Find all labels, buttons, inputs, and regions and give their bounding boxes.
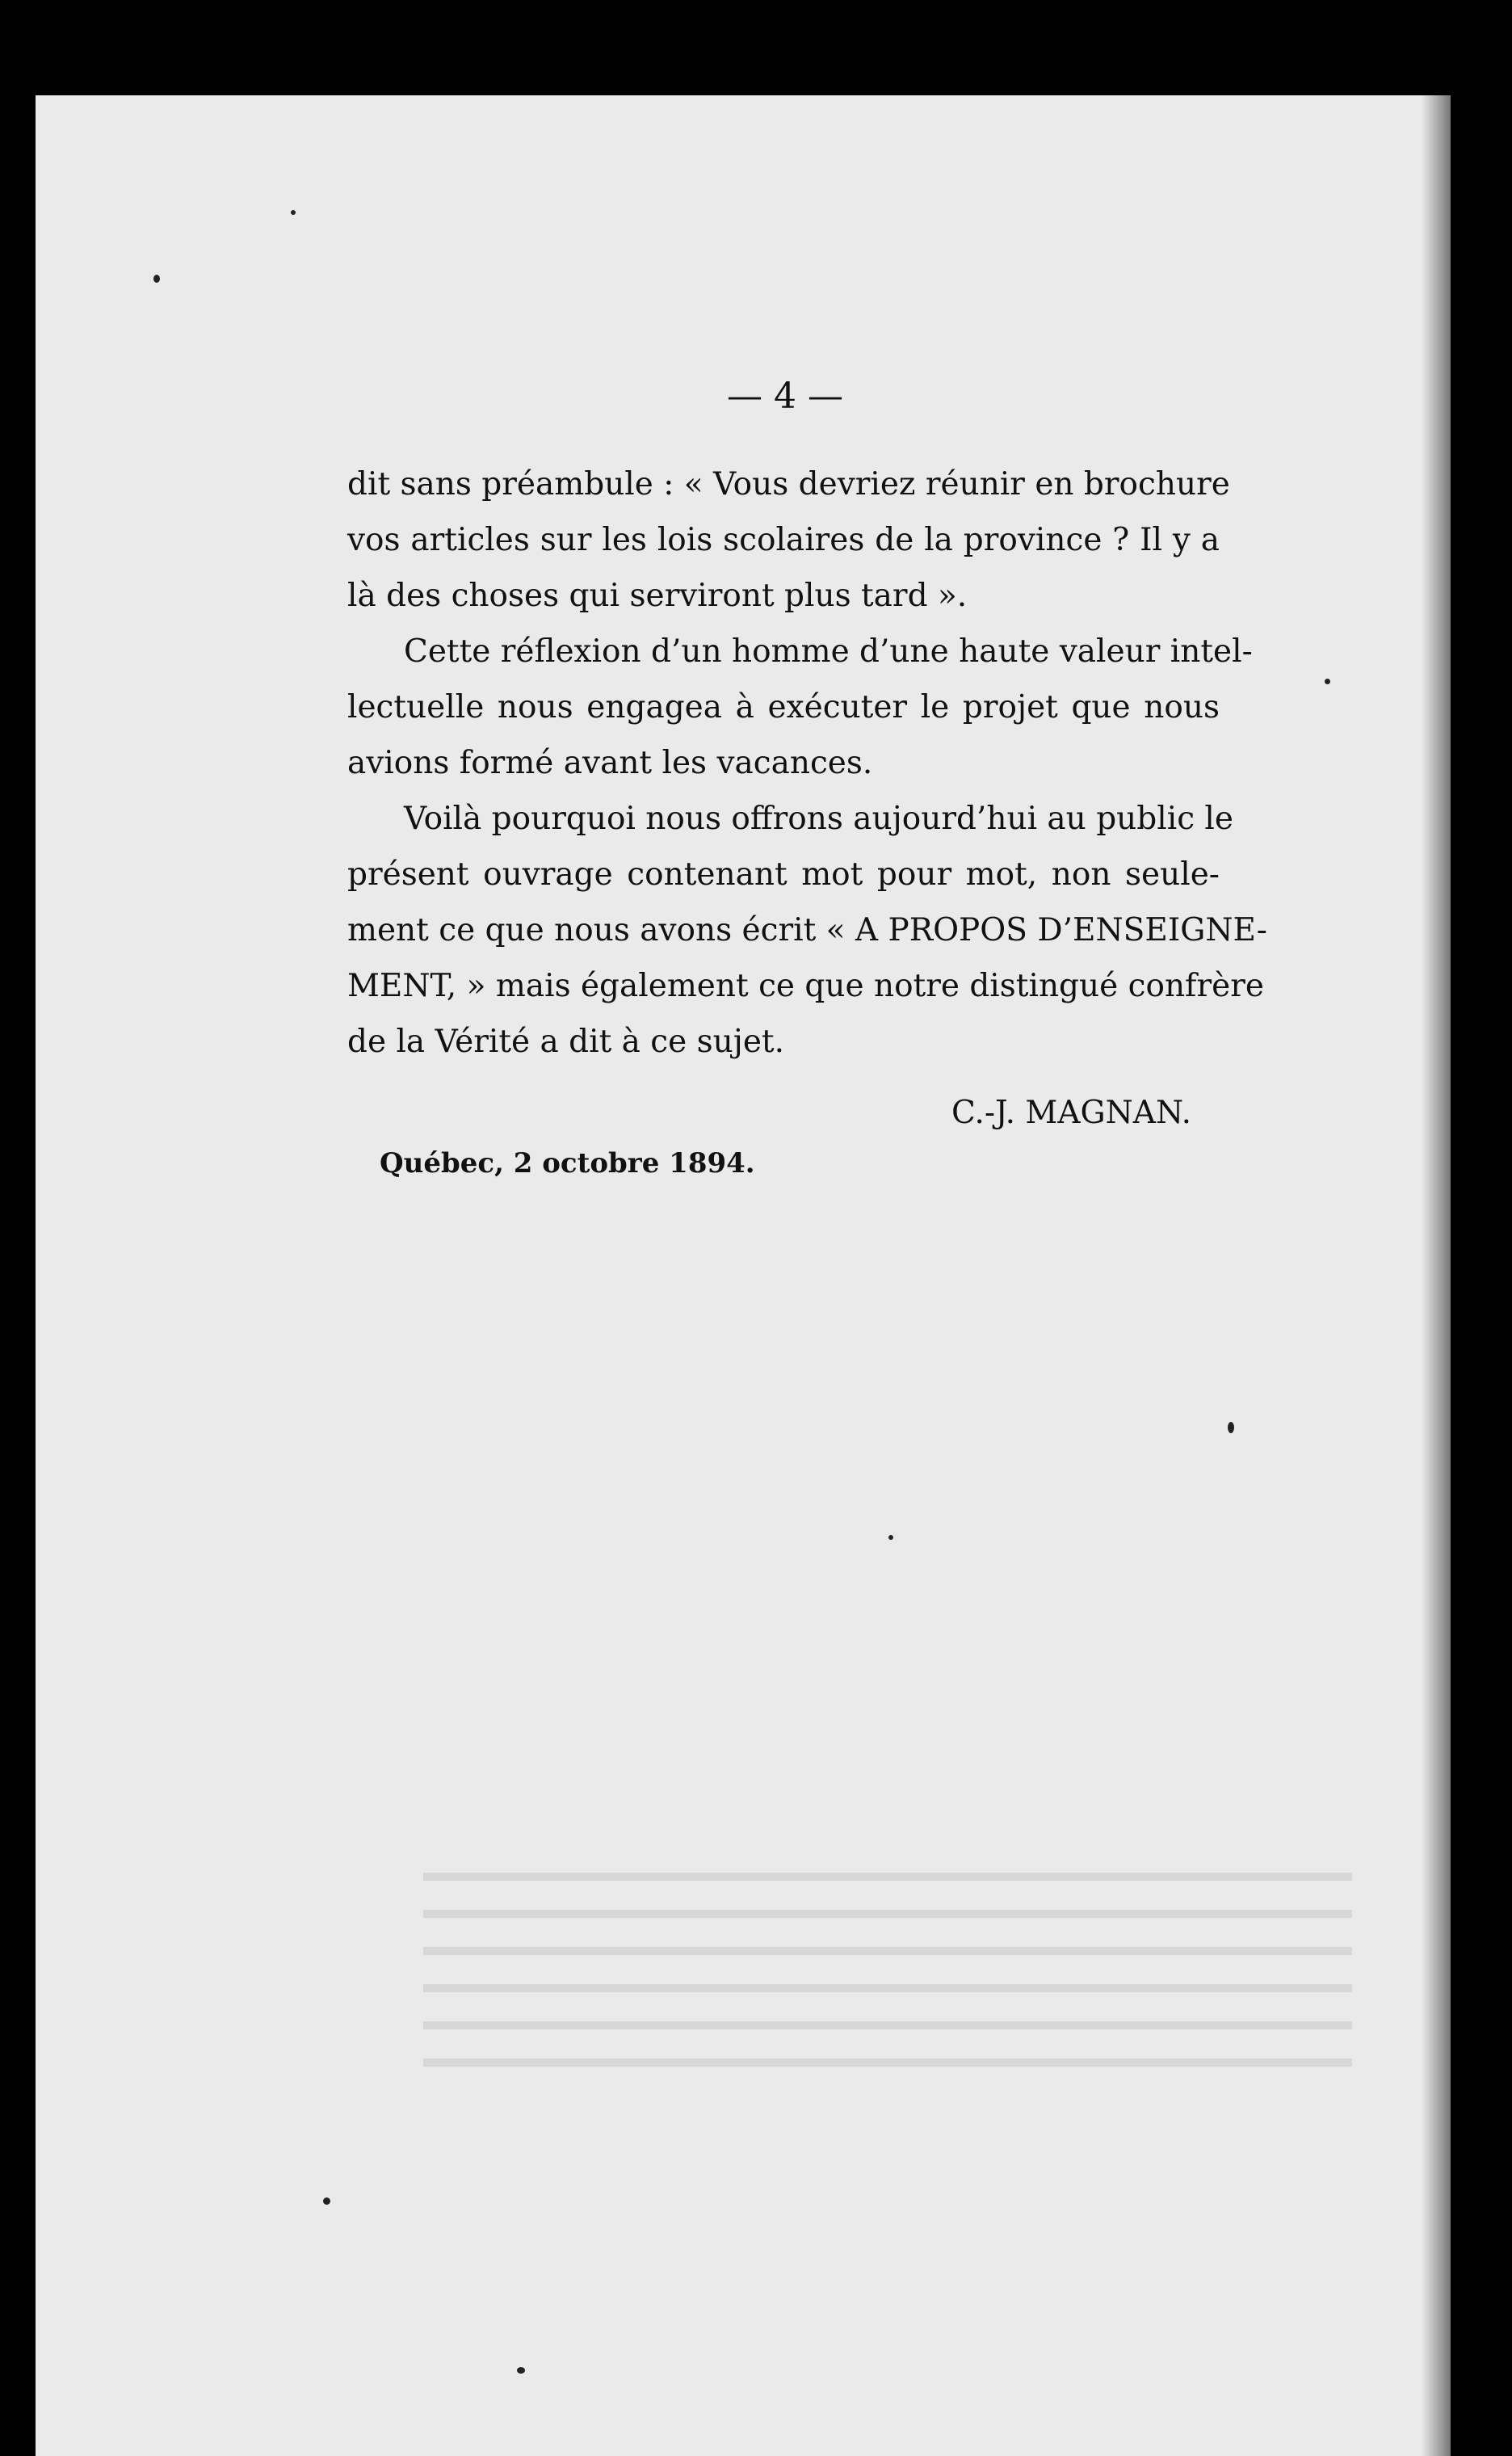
- scan-speck: [1228, 1422, 1234, 1433]
- body-text: [347, 456, 1267, 1070]
- text-line: MENT, » mais également ce que notre distingué confrère: [347, 968, 1264, 1004]
- bleed-through-text: [423, 1873, 1352, 2083]
- signature: C.-J. MAGNAN.: [951, 1095, 1191, 1131]
- scanned-page: [36, 95, 1451, 2456]
- text-line: lectuelle nous engagea à exécuter le projet que nous: [347, 689, 1220, 725]
- text-line: présent ouvrage contenant mot pour mot, non seule-: [347, 856, 1220, 893]
- text-line: Voilà pourquoi nous offrons aujourd’hui au public le: [404, 801, 1233, 837]
- text-line: Cette réflexion d’un homme d’une haute valeur intel-: [404, 633, 1253, 670]
- text-line: vos articles sur les lois scolaires de la province ? Il y a: [347, 522, 1220, 558]
- text-line: de la Vérité a dit à ce sujet.: [347, 1024, 784, 1060]
- dateline: Québec, 2 octobre 1894.: [380, 1147, 755, 1180]
- scan-speck: [291, 210, 296, 215]
- text-line: ment ce que nous avons écrit « A PROPOS D’ENSEIGNE-: [347, 912, 1267, 948]
- text-line: là des choses qui serviront plus tard ».: [347, 578, 968, 614]
- scan-speck: [517, 2367, 525, 2374]
- scan-speck: [888, 1535, 893, 1540]
- page-edge-shadow: [1422, 95, 1502, 2456]
- scan-speck: [323, 2197, 330, 2205]
- page-number: — 4 —: [727, 376, 843, 417]
- text-line: avions formé avant les vacances.: [347, 745, 873, 781]
- scan-speck: [1325, 679, 1330, 684]
- text-line: dit sans préambule : « Vous devriez réunir en brochure: [347, 466, 1230, 503]
- scan-speck: [153, 275, 160, 283]
